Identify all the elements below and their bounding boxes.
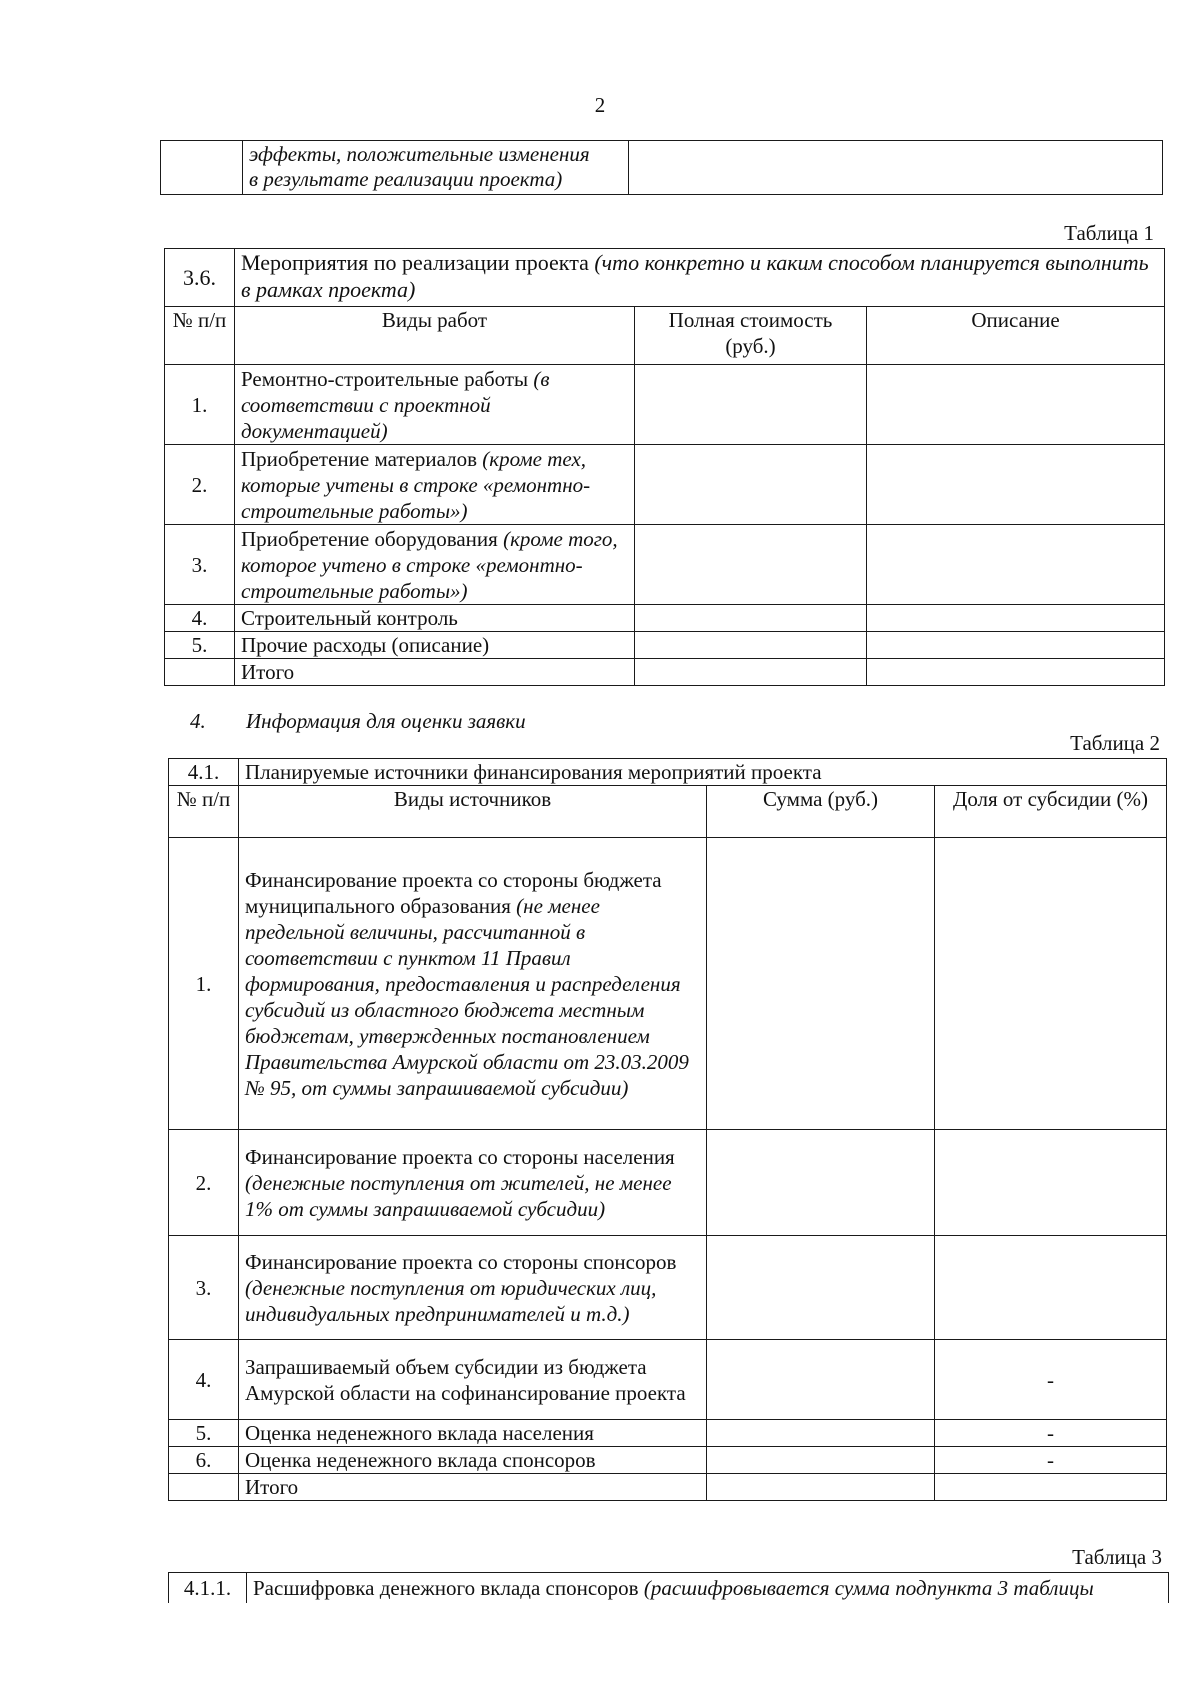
row-num: 3.: [165, 525, 235, 605]
table1-header-works: Виды работ: [235, 307, 635, 365]
cost-cell: [635, 445, 867, 525]
table-row: [165, 605, 1165, 632]
row-text: Строительный контроль: [235, 605, 635, 632]
sum-cell: [707, 1130, 935, 1236]
row-text: Финансирование проекта со стороны спонсоров: [245, 1249, 677, 1274]
section4-title: Информация для оценки заявки: [246, 709, 526, 733]
top-value-cell: [629, 141, 1163, 195]
table3-section-row: [169, 1573, 1169, 1603]
row-text: Прочие расходы (описание): [235, 632, 635, 659]
share-cell: [935, 1474, 1167, 1501]
table2-section-row: [169, 759, 1167, 786]
row-note: (не менее предельной величины, рассчитанной в соответствии с пунктом 11 Правил формирования, предоставления и распределения субсидий из областного бюджета местным бюджетам, утвержденных постановлением Правительства Амурской области от 23.03.2009 № 95, от суммы запрашиваемой субсидии): [245, 893, 689, 1100]
row-num: 3.: [169, 1236, 239, 1340]
top-line-2: в результате реализации проекта): [249, 167, 563, 191]
row-text-cell: [239, 1236, 707, 1340]
row-text: Ремонтно-строительные работы: [241, 366, 529, 391]
row-num: 6.: [169, 1447, 239, 1474]
table1-header-row: [165, 307, 1165, 365]
share-cell: -: [935, 1340, 1167, 1420]
table2-section-title: Планируемые источники финансирования мероприятий проекта: [239, 759, 1167, 786]
sum-cell: [707, 1474, 935, 1501]
row-text: Финансирование проекта со стороны бюджета муниципального образования: [245, 867, 662, 918]
row-text: Оценка неденежного вклада спонсоров: [239, 1447, 707, 1474]
row-note: (в соответствии с проектной документацией): [241, 366, 550, 443]
table3-section-title-cell: [247, 1573, 1169, 1603]
table-row: [169, 1130, 1167, 1236]
table3-section-title: Расшифровка денежного вклада спонсоров: [253, 1575, 639, 1600]
row-text: Приобретение материалов: [241, 446, 478, 471]
row-num: 2.: [169, 1130, 239, 1236]
row-text-cell: [235, 525, 635, 605]
sum-cell: [707, 838, 935, 1130]
table1: [164, 248, 1165, 686]
table-row: [169, 1420, 1167, 1447]
row-note: (кроме тех, которые учтены в строке «ремонтно-строительные работы»): [241, 446, 591, 523]
table2-caption: Таблица 2: [1070, 731, 1160, 755]
table-row: [165, 632, 1165, 659]
table2-header-row: [169, 786, 1167, 838]
share-cell: [935, 838, 1167, 1130]
table1-section-title-cell: [235, 249, 1165, 307]
table3-caption: Таблица 3: [1072, 1545, 1162, 1569]
cost-cell: [635, 525, 867, 605]
table1-header-description: Описание: [867, 307, 1165, 365]
row-text: Финансирование проекта со стороны населения: [245, 1144, 675, 1169]
row-note: (денежные поступления от жителей, не менее 1% от суммы запрашиваемой субсидии): [245, 1170, 672, 1221]
row-text-cell: [235, 365, 635, 445]
row-note: (кроме того, которое учтено в строке «ремонтно-строительные работы»): [241, 526, 618, 603]
table3-section-note: (расшифровывается сумма подпункта 3 таблицы: [643, 1575, 1094, 1600]
table-row: [169, 1236, 1167, 1340]
table2-section-num: 4.1.: [169, 759, 239, 786]
description-cell: [867, 445, 1165, 525]
row-text: Запрашиваемый объем субсидии из бюджета Амурской области на софинансирование проекта: [239, 1340, 707, 1420]
row-text-cell: [239, 838, 707, 1130]
sum-cell: [707, 1340, 935, 1420]
table-row: [169, 1340, 1167, 1420]
page-number: 2: [594, 93, 606, 117]
cost-cell: [635, 365, 867, 445]
row-num: 1.: [165, 365, 235, 445]
description-cell: [867, 632, 1165, 659]
sum-cell: [707, 1420, 935, 1447]
section4-num: 4.: [190, 709, 206, 733]
table2-header-sources: Виды источников: [239, 786, 707, 838]
table-row: [169, 1447, 1167, 1474]
description-cell: [867, 659, 1165, 686]
row-text-cell: [239, 1130, 707, 1236]
table1-header-cost: Полная стоимость (руб.): [635, 307, 867, 365]
row-num: [169, 1474, 239, 1501]
row-num: 1.: [169, 838, 239, 1130]
row-num: 5.: [165, 632, 235, 659]
table-row: [165, 365, 1165, 445]
section4-heading: [190, 708, 526, 734]
row-num: 4.: [165, 605, 235, 632]
cost-cell: [635, 632, 867, 659]
row-num: 2.: [165, 445, 235, 525]
top-line-1: эффекты, положительные изменения: [249, 142, 590, 166]
description-cell: [867, 365, 1165, 445]
share-cell: -: [935, 1420, 1167, 1447]
table3-section-num: 4.1.1.: [169, 1573, 247, 1603]
row-text-cell: [235, 445, 635, 525]
total-row: [165, 659, 1165, 686]
description-cell: [867, 525, 1165, 605]
table2-header-num: № п/п: [169, 786, 239, 838]
row-num: [165, 659, 235, 686]
table1-header-num: № п/п: [165, 307, 235, 365]
share-cell: [935, 1236, 1167, 1340]
table2-header-share: Доля от субсидии (%): [935, 786, 1167, 838]
share-cell: [935, 1130, 1167, 1236]
table1-section-note: (что конкретно и каким способом планируется выполнить в рамках проекта): [241, 250, 1149, 302]
total-label: Итого: [239, 1474, 707, 1501]
row-num: 4.: [169, 1340, 239, 1420]
cost-cell: [635, 605, 867, 632]
sum-cell: [707, 1236, 935, 1340]
top-empty-cell: [161, 141, 243, 195]
sum-cell: [707, 1447, 935, 1474]
table-row: [165, 525, 1165, 605]
share-cell: -: [935, 1447, 1167, 1474]
table1-section-num: 3.6.: [165, 249, 235, 307]
table1-section-row: [165, 249, 1165, 307]
row-text: Оценка неденежного вклада населения: [239, 1420, 707, 1447]
table3: [168, 1572, 1169, 1603]
total-label: Итого: [235, 659, 635, 686]
row-text: Приобретение оборудования: [241, 526, 498, 551]
table-row: [169, 838, 1167, 1130]
table-row: [165, 445, 1165, 525]
description-cell: [867, 605, 1165, 632]
top-effects-cell: [243, 141, 629, 195]
table2: [168, 758, 1167, 1501]
row-note: (денежные поступления от юридических лиц, индивидуальных предпринимателей и т.д.): [245, 1275, 657, 1326]
table2-header-sum: Сумма (руб.): [707, 786, 935, 838]
top-continuation-table: [160, 140, 1163, 195]
table1-caption: Таблица 1: [1064, 221, 1154, 245]
table1-section-title: Мероприятия по реализации проекта: [241, 250, 589, 275]
cost-cell: [635, 659, 867, 686]
row-num: 5.: [169, 1420, 239, 1447]
total-row: [169, 1474, 1167, 1501]
